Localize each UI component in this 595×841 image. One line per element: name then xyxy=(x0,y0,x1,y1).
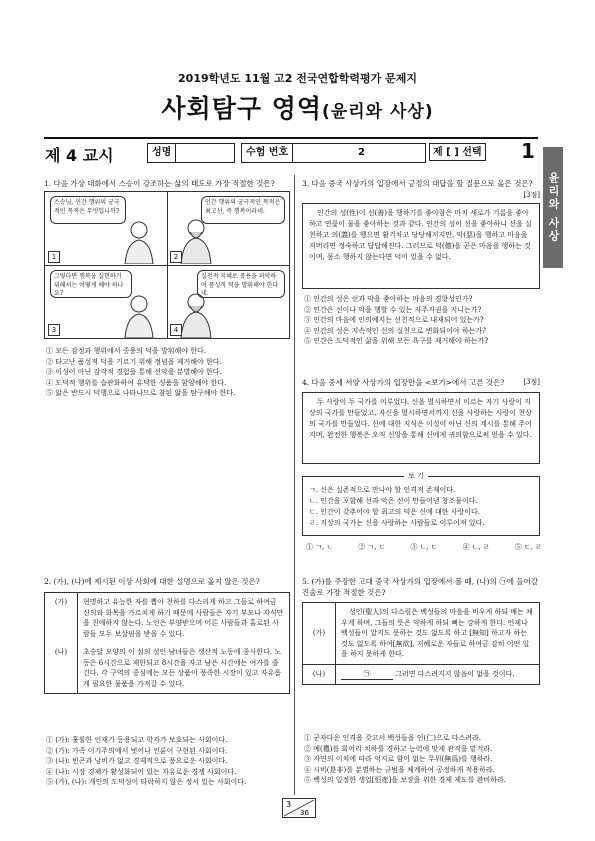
q5-ga-label: (가) xyxy=(303,603,336,665)
q1-option-5[interactable]: ⑤ 앎은 반드시 덕행으로 나타나므로 참된 앎을 탐구해야 한다. xyxy=(46,389,236,397)
q1-cartoon xyxy=(44,191,290,339)
q5-option-4[interactable]: ④ 시비(是非)를 분별하는 규범을 체계하여 공정하게 적용하라. xyxy=(304,765,495,774)
q1-option-2[interactable]: ② 타고난 품성적 덕을 기르기 위해 정념을 제거해야 한다. xyxy=(46,357,222,366)
q4-stem: 4. 다음 중세 서양 사상가의 입장만을 <보기>에서 고른 것은? xyxy=(302,378,505,387)
q3-points: [3점] xyxy=(523,191,540,199)
q3-option-4[interactable]: ④ 인간의 성은 지속적인 선의 실천으로 변화되어야 하는가? xyxy=(304,326,486,335)
q3-options xyxy=(304,294,542,347)
q5-option-3[interactable]: ③ 자연의 이치에 따라 억지로 함이 없는 무위(無爲)를 행하라. xyxy=(304,755,493,763)
q1-panel-2-number: 2 xyxy=(170,251,182,263)
q5-passage-table xyxy=(302,602,540,685)
q2-stem: 2. (가), (나)에 제시된 이상 사회에 대한 설명으로 옳지 않은 것은? xyxy=(44,577,260,586)
q4-option-2[interactable]: ② ㄱ, ㄷ xyxy=(358,543,386,551)
q2-options xyxy=(46,735,292,788)
q3-stem-text: 3. 다음 중국 사상가의 입장에서 긍정의 대답을 할 질문으로 옳은 것은? xyxy=(302,179,533,188)
q5-ga-text: 성인(聖人)의 다스림은 백성들의 마음을 비우게 하되 배는 채우게 하며, 그들의 뜻은 약하게 하되 뼈는 강하게 한다. 언제나 백성들이 알지도 못하는 것도 없도록 하고 [無知] 하고자 하는 것도 없도록 하여[無欲], 지혜로운 자들로 하여금 감히 어떤 일을 하지 못하게 한다. xyxy=(336,603,540,665)
footer-page-indicator xyxy=(282,798,316,818)
q3-option-1[interactable]: ① 인간의 성은 선과 악을 좋아하는 마음의 경향성인가? xyxy=(304,295,473,303)
exam-year-line: 2019학년도 11월 고2 전국연합학력평가 문제지 xyxy=(178,72,417,85)
q1-option-4[interactable]: ④ 도덕적 행위를 습관화하여 유덕한 성품을 함양해야 한다. xyxy=(46,378,227,387)
exam-number-label: 수험 번호 xyxy=(242,144,293,162)
q2-ga-label: (가) xyxy=(45,593,78,644)
exam-number-field[interactable] xyxy=(241,143,426,163)
exam-title-sub: (윤리와 사상) xyxy=(322,102,434,122)
q4-points: [3점] xyxy=(523,378,540,386)
exam-title-main: 사회탐구 영역 xyxy=(161,94,323,123)
page-number: 1 xyxy=(521,139,535,163)
q1-options xyxy=(46,346,292,399)
q1-option-1[interactable]: ① 모든 감정과 행위에서 중용의 덕을 발휘해야 한다. xyxy=(46,347,207,355)
q3-stem xyxy=(302,178,542,189)
q5-option-1[interactable]: ① 군자다운 인격을 갖고서 백성들을 인(仁)으로 다스려라. xyxy=(304,734,482,742)
q2-option-2[interactable]: ② (가): 가족 이기주의에서 벗어나 인륜이 구현된 사회이다. xyxy=(46,746,228,755)
q1-panel-2-speech: 인간 행위의 궁극적인 목적은 최고선, 즉 행복이라네. xyxy=(201,196,285,224)
footer-page: 3 xyxy=(286,800,292,809)
footer-total: 36 xyxy=(300,809,309,817)
q5-blank[interactable]: ㉠ xyxy=(341,669,393,681)
q4-bogi-2: ㄴ. 인간을 포함해 선과 악은 신이 만들어낸 창조물이다. xyxy=(309,497,478,505)
q5-option-2[interactable]: ② 예(禮)를 회어리 치하를 경하고 능력에 맞게 관직을 맡겨라. xyxy=(304,744,493,753)
q2-option-4[interactable]: ④ (나): 시장 경제가 활성화되어 있는 자유로운 경쟁 사회이다. xyxy=(46,767,237,776)
q3-option-3[interactable]: ③ 인간의 마음에 인의예지는 선천적으로 내재되어 있는가? xyxy=(304,316,484,324)
q2-na-text: 초승달 모양의 이 섬의 성인 남녀들은 생산적 노동에 종사한다. 노동은 6시간으로 제한되고 8시간을 자고 남은 시간에는 여가를 즐긴다. 각 구역의 중심에는 모든 상품이 풍족한 시장이 있고 자유롭게 필요한 물품을 가져갈 수 있다. xyxy=(78,643,290,694)
select-field[interactable] xyxy=(429,143,507,161)
q4-bogi-4: ㄹ. 지상의 국가는 신을 사랑하는 사람들로 이루어져 있다. xyxy=(309,519,485,527)
exam-number-digit: 2 xyxy=(358,147,365,158)
q4-bogi-3: ㄷ. 인간이 갖추어야 할 최고의 덕은 신에 대한 사랑이다. xyxy=(309,508,481,516)
q1-option-3[interactable]: ③ 이성이 아닌 감각적 경험을 통해 선악을 분별해야 한다. xyxy=(46,368,222,376)
q3-option-5[interactable]: ⑤ 인간은 도덕적인 삶을 위해 모든 욕구를 제거해야 하는가? xyxy=(304,337,489,345)
q5-options xyxy=(304,733,542,786)
q1-stem: 1. 다음 가상 대화에서 스승이 강조하는 삶의 태도로 가장 적절한 것은? xyxy=(44,179,275,188)
exam-title xyxy=(0,89,595,125)
q2-ga-text: 현명하고 유능한 자를 뽑아 천하를 다스리게 하고 그들로 하여금 신의와 화목을 가르치게 하기 때문에 사람들은 자기 부모나 자식만을 친애하지 않는다. 노인은 부양받으며 어른 사람들과 홀로된 사람들 모두 보살핌을 받을 수 있다. xyxy=(78,593,290,644)
q2-passage-table xyxy=(44,592,290,694)
q2-option-3[interactable]: ③ (나): 빈곤과 낭비가 없고 경제적으로 풍요로운 사회이다. xyxy=(46,757,228,765)
q4-bogi-title: 보 기 xyxy=(404,471,428,481)
q1-panel-3-number: 3 xyxy=(48,324,60,336)
name-field[interactable] xyxy=(147,143,235,163)
header-divider xyxy=(44,137,538,139)
q4-options xyxy=(306,542,542,553)
q3-passage: 인간의 성(性)이 선(善)을 행하기를 좋아함은 마치 새로가 기름을 좋아하고 연꽃이 물을 좋아하는 것과 같다. 인간의 성이 선을 좋아하니 선을 실천하고 의(義)를 행으면 활기차고 당당해지지만, 악(惡)을 행하고 마음을 저버리면 정숙하고 답답해진다. 그러므로 덕(德)을 곧은 마음을 행하는 것이며, 몸소 행하지 않는다면 덕이 있을 수 없다. xyxy=(302,203,540,289)
q4-option-1[interactable]: ① ㄱ, ㄴ xyxy=(306,543,334,551)
q1-panel-1-speech: 스승님, 인간 행위의 궁극적인 목적은 무엇입니까? xyxy=(50,196,126,224)
q2-option-5[interactable]: ⑤ (가), (나): 개인의 도덕성이 타락하지 않은 정서 있는 사회이다. xyxy=(46,778,247,786)
q5-option-5[interactable]: ⑤ 백성의 일정한 생업[恒産]을 보장을 위한 경제 제도를 완비하라. xyxy=(304,776,507,784)
select-label: 제 [ ] 선택 xyxy=(429,143,486,161)
q2-na-label: (나) xyxy=(45,643,78,694)
q4-passage: 두 사랑이 두 국가를 이루었다. 신을 멸시하면서 이르는 자기 사랑이 지상의 국가를 만들었고, 자신을 멸시하면서까지 신을 사랑하는 사랑이 천상의 국가를 만들었다. 신에 대한 지식은 이성이 아닌 신의 계시를 통해 주어지며, 완전한 행복은 오직 신앙을 통해 신에게 귀의함으로써 얻을 수 있다. xyxy=(302,392,540,464)
q5-stem: 5. (가)를 주장한 고대 중국 사상가의 입장에서 볼 때, (나)의 ㉠에 들어갈 진술로 가장 적절한 것은? xyxy=(302,577,539,597)
q4-bogi-1: ㄱ. 신은 실존적으로 만나야 할 인격적 존재이다. xyxy=(309,486,456,494)
q4-bogi-box xyxy=(302,476,540,536)
name-label: 성명 xyxy=(148,144,176,162)
student-figure-icon xyxy=(115,292,163,338)
q1-panel-4-speech: 실천적 지혜로 중용을 파악하여 품성적 덕을 발휘해야 한다네. xyxy=(197,270,285,298)
q5-na-text: 그러면 다스려지지 않음이 없을 것이다. xyxy=(395,669,515,678)
q5-na-label: (나) xyxy=(303,664,336,685)
q1-panel-1-number: 1 xyxy=(48,251,60,263)
q1-panel-3-speech: 그렇다면 행복을 실현하기 위해서는 어떻게 해야 하나요? xyxy=(50,270,132,298)
q1-panel-4-number: 4 xyxy=(170,324,182,336)
q4-option-4[interactable]: ④ ㄴ, ㄹ xyxy=(462,543,490,551)
subject-side-tab: 윤리와 사상 xyxy=(543,147,563,268)
q3-option-2[interactable]: ② 인간은 선이나 악을 행할 수 있는 자주지권을 지니는가? xyxy=(304,305,482,314)
column-divider xyxy=(294,175,295,795)
q4-option-3[interactable]: ③ ㄴ, ㄷ xyxy=(410,543,438,551)
q4-option-5[interactable]: ⑤ ㄷ, ㄹ xyxy=(514,543,542,551)
period-label: 제 4 교시 xyxy=(45,146,114,165)
q5-na-cell xyxy=(336,664,540,685)
student-figure-icon xyxy=(115,218,163,264)
q2-option-1[interactable]: ① (가): 훌륭한 인재가 등용되고 학자가 보호되는 사회이다. xyxy=(46,736,228,744)
